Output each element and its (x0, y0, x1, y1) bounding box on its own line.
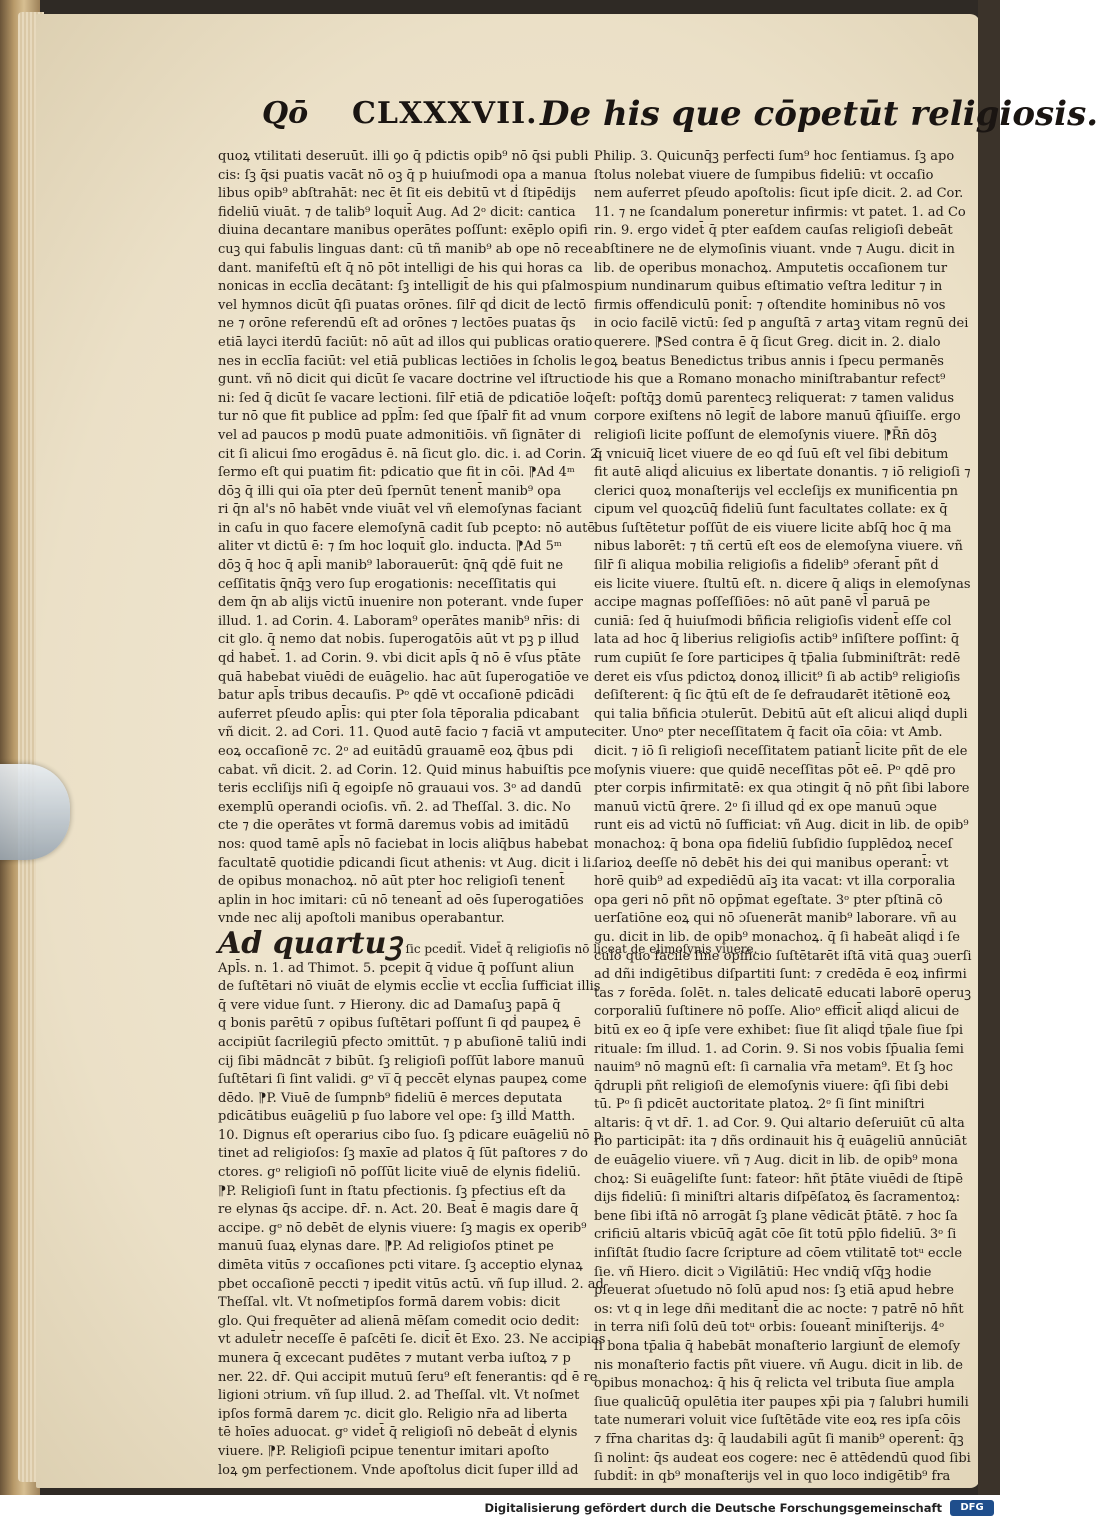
text-line: fit autē aliqḋ alicuius ex libertate donantis. ⁊ iō religioſi ⁊ (594, 465, 971, 481)
text-line: q bonis parētū ⁊ opibus ſuſtētari poſſunt ſi qḋ paupeꝝ ē (218, 1016, 581, 1032)
text-line: opa geri nō pñt nō opp̄mat egeſtate. 3ᵒ pter pſtinā cō (594, 892, 943, 908)
text-line: bus ſuſtētetur poſſūt de eis viuere licite abſq̄ hoc q̄ ma (594, 520, 952, 536)
text-line: aliter vt dictū ē: ⁊ ſm hoc loquit̄ glo. inducta. ⁋Ad 5ᵐ (218, 539, 562, 555)
text-line: ſuſtētari ſi ſint validi. gᵒ vi̅ q̄ peccēt elynas paupeꝝ come (218, 1072, 587, 1088)
text-line: dicit. ⁊ iō ſi religioſi neceſſitatem patiant̄ licite pñt de ele (594, 744, 968, 759)
text-line: ſiue qualicūq̄ opulētia iter paupes xp̄i pia ⁊ ſalubri humili (594, 1394, 969, 1410)
text-line: dem q̄n ab alijs victū inuenire non poterant. vnde ſuper (218, 595, 583, 611)
text-line: ⁋P. Religioſi ſunt in ſtatu pfectionis. ſꝫ pfectius eſt da (218, 1183, 566, 1199)
text-line: cuniā: ſed q̄ huiuſmodi bñficia religioſis vident̄ eſſe col (594, 613, 952, 629)
text-line: rum cupiūt ſe ſore participes q̄ tp̄alia ſubminiſtrāt: redē (594, 651, 961, 667)
footer-bar (0, 1495, 1000, 1523)
text-line: cit glo. q̄ nemo dat nobis. ſuperogatōis aūt vt pꝫ p illud (218, 632, 580, 648)
text-line: pter corpis infirmitatē: ex qua ɔtingit q̄ nō pñt ſibi labore (594, 781, 970, 797)
text-line: monachoꝝ: q̄ bona opa fideliū ſubſidio ſupplēdoꝝ neceſ (594, 836, 953, 852)
text-line: illud. 1. ad Corin. 4. Laboram⁹ operātes manib⁹ nr̄is: di (218, 613, 580, 629)
text-line: dant. manifeſtū eſt q̄ nō pōt intelligi de his qui horas ca (218, 260, 583, 276)
text-line: corporaliū ſuſtinere nō poſſe. Alioᵒ efficit̄ aliqḋ alicui de (594, 1004, 960, 1020)
text-line: ſilr̄ ſi aliqua mobilia religioſis a fidelib⁹ ɔferant̄ pñt ḋ (594, 558, 939, 574)
left-text-column (218, 148, 758, 1478)
text-line: etiā layci iterdū faciūt: nō aūt ad illos qui publicas oratio (218, 334, 593, 350)
text-line: Philip. 3. Quicunq̄ꝫ perfecti ſum⁹ hoc ſentiamus. ſꝫ apo (594, 149, 955, 164)
text-line: eſt: poſtq̄ꝫ domū parentecꝫ reliquerat: ⁊ tamen validus (594, 390, 954, 406)
text-line: moſynis viuere: que quidē neceſſitas pōt eē. Pᵒ qdē pro (594, 762, 956, 778)
text-line: facultatē quotidie pdicandi ſicut athenis: vt Aug. dicit i li. (218, 855, 596, 871)
text-line: quoꝝ vtilitati deseruūt. illi ꝯo q̄ pdictis opib⁹ nō q̄si publi (218, 149, 589, 164)
text-line: 11. ⁊ ne ſcandalum poneretur infirmis: vt patet. 1. ad Co (594, 204, 966, 220)
text-line: Theſſal. vlt. Vt noſmetipſos formā darem vobis: dicit (218, 1295, 560, 1311)
text-line: ni: ſed q̄ dicūt ſe vacare lectioni. ſilr̄ etiā de pdicatiōe loq̄ (218, 390, 594, 406)
text-line: ſarioꝝ deeſſe nō debēt his dei qui manibus operant̄: vt (594, 855, 949, 871)
text-line: eis licite viuere. ſtultū eſt. n. dicere q̄ aliqs in elemoſynas (594, 576, 971, 592)
article-heading (218, 925, 758, 961)
text-line: manuū ſuaꝝ elynas dare. ⁋P. Ad religioſos ptinet pe (218, 1239, 554, 1255)
text-line: batur apl̄s tribus decauſis. Pᵒ qdē vt occaſionē pdicādi (218, 688, 574, 704)
text-line: opibus monachoꝝ: q̄ his q̄ relicta vel tributa ſiue ampla (594, 1376, 955, 1392)
text-line: ſermo eſt qui puatim fit: pdicatio que fit in cōi. ⁋Ad 4ᵐ (218, 465, 575, 481)
text-line: viuere. ⁋P. Religioſi pcipue tenentur imitari apoſto (218, 1443, 550, 1459)
text-line: lib. de operibus monachoꝝ. Amputetis occaſionem tur (594, 260, 948, 276)
text-line: nibus laborēt: ⁊ tñ certū eſt eos de elemoſyna viuere. vñ (594, 539, 963, 555)
text-line: tē hoīes aduocat. gᵒ videt̄ q̄ religioſi nō debeāt ḋ elynis (218, 1425, 578, 1441)
text-line: choꝝ: Si euāgeliſte ſunt: fateor: hñt p̄tāte viuēdi de ſtipē (594, 1171, 964, 1187)
header-question-mark: Qō (262, 96, 309, 131)
text-line: ri q̄n al's nō habēt vnde viuāt vel vñ elemoſynas faciant (218, 502, 582, 518)
text-line: in caſu in quo facere elemoſynā cadit ſub pcepto: nō autē (218, 520, 596, 536)
text-line: inſiſtāt ſtudio ſacre ſcripture ad cōem vtilitatē totᵘ eccle (594, 1246, 963, 1262)
text-line: manuū victū q̄rere. 2ᵒ ſi illud qḋ ex ope manuū ɔque (594, 799, 937, 815)
text-line: de opibus monachoꝝ. nō aūt pter hoc religioſi tenent̄ (218, 874, 565, 890)
page-header (262, 92, 1098, 136)
text-line: eoꝝ occaſionē ⁊c. 2ᵒ ad euitādū grauamē eoꝝ q̄bus pdi (218, 744, 574, 759)
text-line: quā habebat viuēdi de euāgelio. hac aūt ſuperogatiōe ve (218, 669, 589, 685)
text-line: gunt. vñ nō dicit qui dicūt ſe vacare doctrine vel iſtructio (218, 372, 594, 388)
text-line: cipum vel quoꝝcūq̄ fideliū ſunt facultates collate: ex q̄ (594, 502, 948, 518)
scan-border (978, 0, 1000, 1495)
text-line: tinet ad religioſos: ſꝫ maxīe ad platos q̄ ſūt paſtores ⁊ do (218, 1146, 588, 1162)
text-line: vt adulet̄r neceſſe ē paſcēti ſe. dicit̄ ēt Exo. 23. Ne accipias (218, 1332, 606, 1348)
text-line: dōꝫ q̄ illi qui oīa pter deū ſpernūt tenent̄ manib⁹ opa (218, 483, 562, 499)
text-line: gu. dicit in lib. de opib⁹ monachoꝝ. q̄ ſi habeāt aliqḋ i ſe (594, 929, 960, 945)
text-line: cte ⁊ die operātes vt formā daremus vobis ad imitādū (218, 818, 569, 834)
text-line: nes in ecclīa faciūt: vel etiā publicas lectiōes in ſcholis le (218, 353, 593, 369)
text-line: q̄ vnicuiq̄ licet viuere de eo qḋ ſuū eſt vel ſibi debitum (594, 446, 949, 462)
header-folio-number: CLXXXVII. (352, 96, 538, 131)
text-line: querere. ⁋Sed contra ē q̄ ſicut Greg. dicit in. 2. dialo (594, 334, 941, 350)
text-line: ad dñi indigētibus diſpartiti ſunt: ⁊ credēda ē eoꝝ infirmi (594, 967, 967, 983)
text-line: Apl̄s. n. 1. ad Thimot. 5. pcepit q̄ vidue q̄ poſſunt aliun (218, 960, 575, 976)
text-line: ne ⁊ orōne referendū eſt ad orōnes ⁊ lectōes puatas q̄s (218, 316, 576, 332)
text-line: dijs fideliū: ſi miniſtri altaris diſpēſatoꝝ ēs ſacramentoꝝ: (594, 1190, 961, 1206)
text-line: ſubdit̄: in qb⁹ monaſterijs vel in quo loco indigētib⁹ fra (594, 1469, 951, 1485)
text-line: pbet occaſionē peccti ⁊ ipedit vitūs actū. vñ ſup illud. 2. ad (218, 1276, 604, 1292)
text-line: nis monaſterio factis pñt viuere. vñ Augu. dicit in lib. de (594, 1357, 963, 1373)
text-line: vel ad paucos p modū puate admonitiōis. vñ ſignāter di (218, 427, 581, 443)
text-line: cis: ſꝫ q̄si puatis vacāt nō oꝫ q̄ p huiuſmodi opa a manua (218, 167, 587, 183)
text-line: teris eccliſijs niſi q̄ egoipſe nō grauaui vos. 3ᵒ ad dandū (218, 781, 582, 797)
text-line: horē quib⁹ ad expediēdū aīꝫ ita vacat: vt illa corporalia (594, 874, 956, 890)
text-line: dōꝫ q̄ hoc q̄ apl̄i manib⁹ laborauerūt: q̄nq̄ qḋē fuit ne (218, 558, 564, 574)
text-line: bitū ex eo q̄ ipſe vere exhibet: ſiue ſit aliqḋ tp̄ale ſiue ſpi (594, 1022, 964, 1038)
text-line: nauim⁹ nō magnū eſt: ſi carnalia vr̄a metam⁹. Et ſꝫ hoc (594, 1060, 953, 1076)
text-line: 10. Dignus eſt operarius cibo ſuo. ſꝫ pdicare euāgeliū nō p (218, 1127, 603, 1143)
text-line: vel hymnos dicūt q̄ſi puatas orōnes. ſilr̄ qḋ dicit de lectō (218, 297, 587, 313)
text-line: vnde nec alij apoſtoli manibus operabantur. (218, 911, 505, 927)
funding-notice: Digitalisierung gefördert durch die Deutsche Forschungsgemeinschaft (484, 1501, 942, 1515)
article-heading-text: ſic pcedit̄. Videt̄ q̄ religioſis nō liceat de elimoſynis viuere. (401, 941, 758, 956)
text-line: q̄ vere vidue ſunt. ⁊ Hierony. dic ad Damaſuꝫ papā q̄ (218, 997, 561, 1013)
text-line: pdicātibus euāgeliū p ſuo labore vel ope: ſꝫ illḋ Matth. (218, 1109, 576, 1125)
text-line: in ocio facilē victū: ſed p anguſtā ⁊ artaꝫ vitam regnū dei (594, 316, 969, 332)
text-line: abſtinere ne de elymoſinis viuant. vnde ⁊ Augu. dicit in (594, 241, 955, 257)
text-line: crificiū altaris vbicūq̄ agāt cōe ſit totū pp̄lo fideliū. 3ᵒ ſi (594, 1227, 957, 1243)
text-line: de his que a Romano monacho miniſtrabantur refect⁹ (594, 372, 946, 388)
text-line: munera q̄ excecant pudētes ⁊ mutant verba iuſtoꝝ ⁊ p (218, 1351, 571, 1366)
text-line: ctores. gᵒ religioſi nō poſſūt licite viuē de elynis fideliū. (218, 1165, 581, 1181)
text-line: tur nō que fit publice ad ppl̄m: ſed que ſp̄alr̄ fit ad vnum (218, 409, 587, 425)
text-line: pſeuerat ɔſuetudo nō ſolū apud nos: ſꝫ etiā apud hebre (594, 1283, 954, 1299)
text-line: altaris: q̄ vt dr̄. 1. ad Cor. 9. Qui altario deſeruiūt cū alta (594, 1115, 965, 1131)
text-line: in terra niſi ſolū deū totᵘ orbis: ſoueant̄ miniſterijs. 4ᵒ (594, 1320, 945, 1336)
text-line: citer. Unoᵒ pter neceſſitatem q̄ facit oīa cōia: vt Amb. (594, 725, 943, 741)
text-line: ipſos formā darem ⁊c. dicit glo. Religio nr̄a ad liberta (218, 1406, 568, 1422)
text-line: ſi nolint: q̄s audeat eos cogere: nec ē attēdendū quod ſibi (594, 1450, 971, 1466)
text-line: deſiſterent: q̄ ſic q̄tū eſt de ſe defraudarēt itētionē eoꝝ (594, 688, 951, 704)
text-line: pium nundinarum quibus eſtimatio veſtra leditur ⁊ in (594, 279, 943, 295)
text-line: accipe magnas poſſeſſiōes: nō aūt panē vl̄ paruā pe (594, 595, 931, 611)
text-line: religioſi licite poſſunt de elemoſynis viuere. ⁋R̄n̄ dōꝫ (594, 427, 937, 443)
article-initial: Ad quartuꝫ (218, 925, 402, 961)
text-line: fideliū viuāt. ⁊ de talib⁹ loquit̄ Aug. Ad 2ᵒ dicit: cantica (218, 204, 576, 220)
text-line: tas ⁊ forēda. ſolēt. n. tales delicatē educati laborē operuꝫ (594, 985, 971, 1001)
text-line: goꝝ beatus Benedictus tribus annis i ſpecu permanēs (594, 353, 944, 369)
text-line: nos: quod tamē apl̄s nō faciebat in locis aliq̄bus habebat (218, 836, 589, 852)
text-line: re elynas q̄s accipe. dr̄. n. Act. 20. Beat̄ ē magis dare q̄ (218, 1202, 579, 1218)
text-line: culo quo facile ſine opificio ſuſtētarēt iſtā vitā quaꝫ ɔuerſi (594, 948, 972, 964)
text-line: nem auferret pſeudo apoſtolis: ſicut ipſe dicit. 2. ad Cor. (594, 186, 964, 202)
text-line: tate numerari voluit vice ſuſtētāde vite eoꝝ res ipſa cōis (594, 1413, 961, 1429)
text-line: bene ſibi iſtā nō arrogāt ſꝫ plane vēdicāt p̄tātē. ⁊ hoc ſa (594, 1208, 958, 1224)
text-line: nonicas in ecclīa decātant: ſꝫ intelligit̄ de his qui pſalmos (218, 279, 594, 295)
text-line: de euāgelio viuere. vñ ⁊ Aug. dicit in lib. de opib⁹ mona (594, 1153, 959, 1169)
text-line: cit ſi alicui ſmo erogādus ē. nā ſicut glo. dic. i. ad Corin. 2. (218, 446, 603, 462)
text-line: loꝝ ꝯm perfectionem. Vnde apoſtolus dicit ſuper illḋ ad (218, 1462, 579, 1478)
text-line: ſie. vñ Hiero. dicit ɔ Vigilātiū: Hec vndiq̄ vſq̄ꝫ hodie (594, 1264, 932, 1280)
text-line: deret eis vſus pdictoꝝ donoꝝ illicit⁹ ſi ab actib⁹ religioſis (594, 669, 961, 685)
text-line: ſi bona tp̄alia q̄ habebāt monaſterio largiunt̄ de elemoſy (594, 1339, 961, 1354)
text-line: firmis offendiculū ponit̄: ⁊ oſtendite hominibus nō vos (594, 297, 946, 313)
text-line: aplin in hoc imitari: cū nō teneant̄ ad oēs ſuperogatiōes (218, 892, 584, 908)
text-line: clerici quoꝝ monaſterijs vel eccleſijs ex munificentia pn (594, 483, 959, 499)
header-running-title: De his que cōpetūt religiosis. (540, 94, 1098, 134)
text-line: libus opib⁹ abſtrahāt: nec ēt ſit eis debitū vt ḋ ſtipēdijs (218, 186, 576, 202)
text-line: qui talia bñficia ɔtulerūt. Debitū aūt eſt alicui aliqḋ dupli (594, 706, 968, 722)
text-line: cabat. vñ dicit. 2. ad Corin. 12. Quid minus habuiſtis pce (218, 762, 592, 778)
text-line: rio participāt: ita ⁊ dñs ordinauit his q̄ euāgeliū annūciāt (594, 1134, 967, 1150)
text-line: corpore exiſtens nō legit̄ de labore manuū q̄ſiuiſſe. ergo (594, 409, 961, 425)
text-line: ner. 22. dr̄. Qui accipit mutuū ſeru⁹ eſt fenerantis: qḋ ē re (218, 1369, 598, 1385)
text-line: tū. Pᵒ ſi pdicēt auctoritate platoꝝ. 2ᵒ ſi ſint miniſtri (594, 1097, 925, 1113)
right-text-column (594, 148, 972, 1485)
text-line: cuꝫ qui fabulis linguas dant: cū tñ manib⁹ ab ope nō rece (218, 241, 594, 257)
dfg-logo: DFG (950, 1500, 994, 1516)
text-line: accipiūt ſacrilegiū pfecto ɔmittūt. ⁊ p abuſionē taliū indi (218, 1034, 587, 1050)
text-line: rituale: ſm illud. 1. ad Corin. 9. Si nos vobis ſp̄ualia ſemi (594, 1041, 964, 1057)
text-line: ſtolus nolebat viuere de ſumpibus fideliū: vt occaſio (594, 167, 934, 183)
text-line: vñ dicit. 2. ad Cori. 11. Quod autē facio ⁊ faciā vt ampute (218, 725, 595, 741)
text-line: lata ad hoc q̄ liberius religioſis actib⁹ inſiſtere poſſint: q̄ (594, 632, 960, 648)
text-line: ⁊ fr̄na charitas dꝫ: q̄ laudabili agūt ſi manib⁹ operent̄: q̄ꝫ (594, 1431, 964, 1447)
text-line: diuina decantare manibus operātes poſſunt: exēplo opifi (218, 223, 588, 239)
text-line: accipe. gᵒ nō debēt de elynis viuere: ſꝫ magis ex operib⁹ (218, 1220, 587, 1236)
text-line: dēdo. ⁋P. Viuē de ſumpnb⁹ fideliū ē merces deputata (218, 1090, 563, 1106)
text-line: ligioni ɔtrium. vñ ſup illud. 2. ad Theſſal. vlt. Vt noſmet (218, 1388, 580, 1404)
text-line: runt eis ad victū nō ſufficiat: vñ Aug. dicit in lib. de opib⁹ (594, 818, 969, 834)
text-line: os: vt q in lege dñi meditant̄ die ac nocte: ⁊ patrē nō hñt (594, 1301, 964, 1317)
text-line: de ſuſtētari nō viuāt de elymis eccl̄ie vt eccl̄ia ſufficiat illis (218, 979, 601, 995)
text-line: q̄drupli pñt religioſi de elemoſynis viuere: q̄ſi ſibi debi (594, 1078, 949, 1094)
text-line: cij ſibi mādncāt ⁊ bibūt. ſꝫ religioſi poſſūt labore manuū (218, 1053, 585, 1069)
text-line: qḋ habet̄. 1. ad Corin. 9. vbi dicit apl̄s q̄ nō ē vſus pt̄āte (218, 651, 581, 667)
text-line: ceſſitatis q̄nq̄ꝫ vero ſup erogationis: neceſſitatis qui (218, 576, 557, 592)
text-line: auferret pſeudo apl̄is: qui pter ſola tēporalia pdicabant (218, 706, 580, 722)
text-line: uerſatiōne eoꝝ qui nō ɔſuenerāt manib⁹ laborare. vñ au (594, 911, 957, 927)
text-line: exemplū operandi ocioſis. vñ. 2. ad Theſſal. 3. dic. No (218, 799, 571, 815)
text-line: glo. Qui frequēter ad alienā mēſam comedit ocio dedit: (218, 1313, 580, 1329)
text-line: dimēta vitūs ⁊ occaſiones pcti vitare. ſꝫ acceptio elynaꝝ (218, 1258, 583, 1274)
text-line: rin. 9. ergo videt̄ q̄ pter eaſdem cauſas religioſi debeāt (594, 223, 953, 239)
